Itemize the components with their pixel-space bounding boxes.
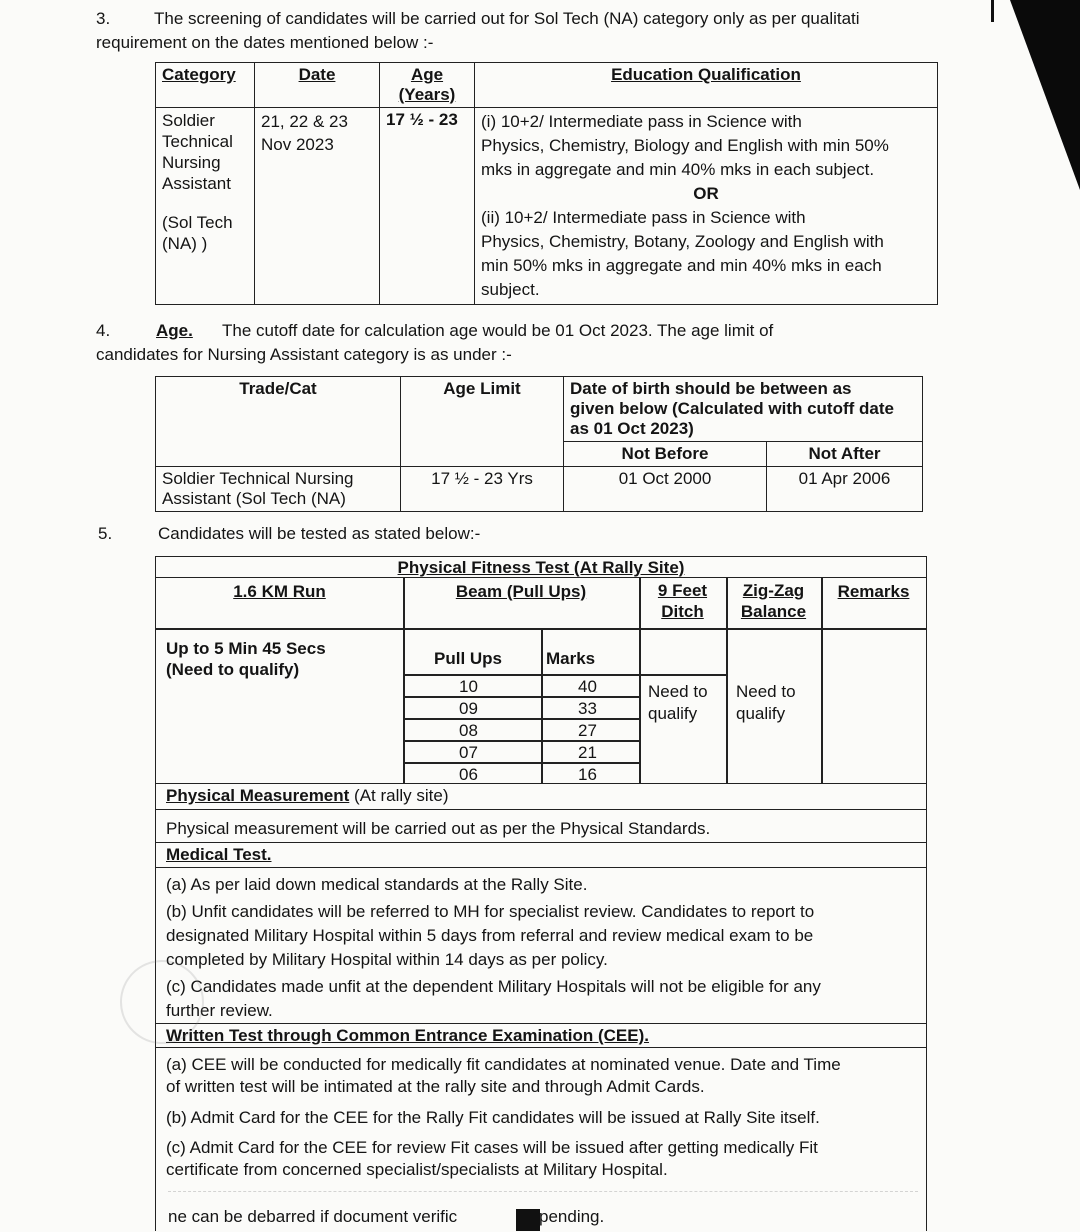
header-age: Age (Years) (398, 65, 456, 104)
pullups-value: 09 (459, 699, 478, 718)
medical-title: Medical Test. (166, 845, 272, 864)
medical-a: (a) As per laid down medical standards at the Rally Site. (166, 875, 588, 894)
section4-intro-line1: The cutoff date for calculation age would be 01 Oct 2023. The age limit of (222, 321, 774, 340)
header-ditch: 9 Feet Ditch (657, 581, 708, 621)
date-cell: 21, 22 & 23 Nov 2023 (255, 108, 380, 305)
header-trade: Trade/Cat (156, 377, 401, 467)
header-not-after: Not After (767, 442, 923, 467)
tests-box (155, 556, 927, 1231)
marks-value: 27 (578, 721, 597, 740)
run-requirement: Up to 5 Min 45 Secs (Need to qualify) (166, 639, 326, 679)
header-run: 1.6 KM Run (233, 582, 326, 601)
marks-header: Marks (546, 649, 596, 668)
written-test-d-end: pending. (539, 1207, 605, 1226)
pullups-header: Pull Ups (434, 649, 503, 668)
pm-suffix: (At rally site) (354, 786, 449, 805)
marks-value: 16 (578, 765, 597, 784)
section4-title: Age. (156, 321, 193, 340)
scan-shadow-corner (1010, 0, 1080, 190)
or-label: OR (693, 184, 719, 203)
pft-title: Physical Fitness Test (At Rally Site) (397, 558, 685, 577)
pullups-column (459, 676, 478, 786)
section5-number: 5. (98, 524, 113, 543)
marks-value: 33 (578, 699, 597, 718)
age-limit-cell: 17 ½ - 23 Yrs (401, 467, 564, 512)
header-beam: Beam (Pull Ups) (455, 582, 587, 601)
written-test-title: Written Test through Common Entrance Examination (CEE). (166, 1026, 649, 1045)
marks-value: 40 (578, 677, 597, 696)
pullups-value: 06 (459, 765, 478, 784)
pft-grid (156, 577, 926, 784)
medical-b: (b) Unfit candidates will be referred to MH for specialist review. Candidates to report to designated Military Hospital within 5 days from referral and review medical exam to be completed by Military Hospital within 14 days as per policy. (166, 902, 815, 969)
written-test-d-partial: ne can be debarred if document verific (168, 1207, 458, 1226)
category-cell: Soldier Technical Nursing Assistant (Sol Tech (NA) ) (156, 108, 255, 305)
pm-text: Physical measurement will be carried out as per the Physical Standards. (166, 819, 711, 838)
not-before-cell: 01 Oct 2000 (564, 467, 767, 512)
header-zigzag: Zig-Zag Balance (740, 581, 807, 621)
written-test-a: (a) CEE will be conducted for medically fit candidates at nominated venue. Date and Time of written test will be intimated at the rally site and through Admit Cards. (166, 1055, 841, 1096)
header-age-limit: Age Limit (401, 377, 564, 467)
pullups-value: 07 (459, 743, 478, 762)
section4-number: 4. (96, 321, 111, 340)
not-after-cell: 01 Apr 2006 (767, 467, 923, 512)
header-remarks: Remarks (837, 582, 910, 601)
header-not-before: Not Before (564, 442, 767, 467)
header-education: Education Qualification (611, 65, 801, 84)
marks-column (578, 676, 597, 786)
section5-intro: Candidates will be tested as stated below:- (158, 524, 481, 543)
header-category: Category (162, 65, 236, 84)
zigzag-requirement: Need to qualify (736, 682, 796, 723)
redaction-block (516, 1209, 540, 1231)
obscured-line (168, 1191, 918, 1202)
age-cell: 17 ½ - 23 (380, 108, 475, 305)
written-test-b: (b) Admit Card for the CEE for the Rally Fit candidates will be issued at Rally Site itself. (166, 1108, 820, 1127)
section4-intro-line2: candidates for Nursing Assistant category is as under :- (96, 345, 512, 364)
education-cell: (i) 10+2/ Intermediate pass in Science with Physics, Chemistry, Biology and English with min 50% mks in aggregate and min 40% mks in each subject. OR (ii) 10+2/ Intermediate pass in Science with Physics, Chemistry, Botany, Zoology and English with min 50% mks in aggregate and min 40% mks in each subject. (475, 108, 938, 305)
trade-cell: Soldier Technical Nursing Assistant (Sol Tech (NA) (156, 467, 401, 512)
section3-number: 3. (96, 9, 111, 28)
header-date: Date (298, 65, 336, 84)
pullups-value: 08 (459, 721, 478, 740)
ditch-requirement: Need to qualify (648, 682, 708, 723)
pm-title: Physical Measurement (166, 786, 350, 805)
qualification-table (155, 62, 938, 305)
pm-heading (166, 786, 449, 806)
section3-intro-line2: requirement on the dates mentioned below :- (96, 33, 434, 52)
header-dob: Date of birth should be between as given below (Calculated with cutoff date as 01 Oct 2023) (564, 377, 923, 442)
medical-c: (c) Candidates made unfit at the dependent Military Hospitals will not be eligible for any further review. (166, 977, 821, 1020)
section3-intro-line1: The screening of candidates will be carried out for Sol Tech (NA) category only as per qualitati (154, 9, 860, 28)
marks-value: 21 (578, 743, 597, 762)
pullups-value: 10 (459, 677, 478, 696)
age-limit-table (155, 376, 923, 512)
scan-edge-mark (991, 0, 994, 22)
written-test-c: (c) Admit Card for the CEE for review Fit cases will be issued after getting medically Fit certificate from concerned specialist/specialists at Military Hospital. (166, 1138, 818, 1179)
